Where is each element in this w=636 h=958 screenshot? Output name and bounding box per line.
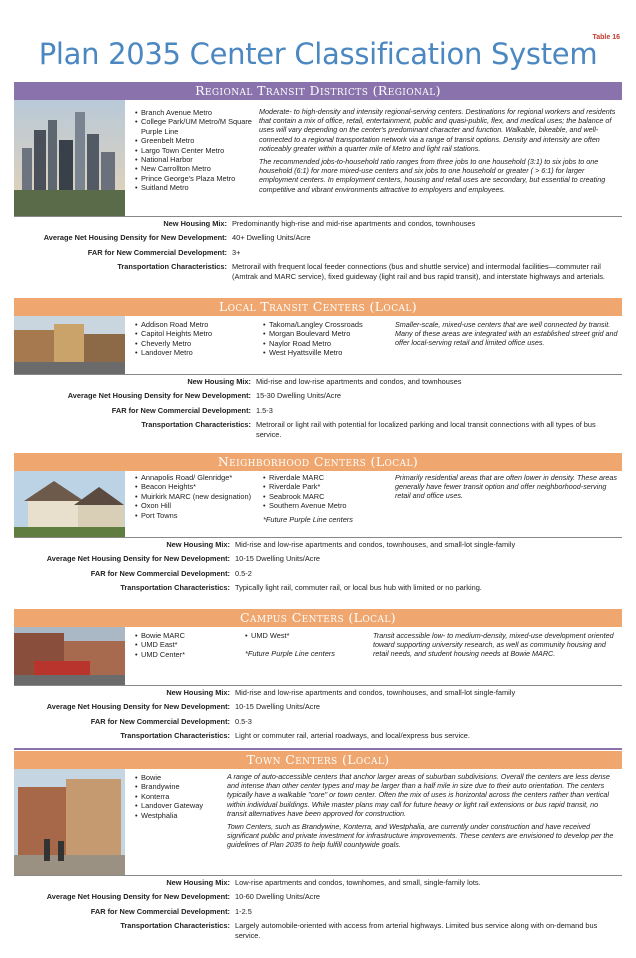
list-item: • Cheverly Metro	[135, 339, 263, 348]
density-value: 10-60 Dwelling Units/Acre	[235, 892, 321, 902]
density-value: 40+ Dwelling Units/Acre	[232, 233, 311, 243]
description: Moderate- to high-density and intensity regional-serving centers. Destinations for regional workers and residents that contain a mix of office, retail, entertainment, public and quasi-public, flex, and medical uses; the balance of uses will vary depending on the center's predominant character and function. Walkable, bikeable, and well-connected to a regional transportation network via a range of transit options. Density and intensity are often noticeably greater within a quarter mile of Metro and light rail stations.	[259, 107, 616, 153]
footnote: *Future Purple Line centers	[245, 649, 335, 659]
campus-street-photo	[14, 627, 125, 685]
transport-value: Largely automobile-oriented with access from arterial highways. Limited bus service along with on-demand bus service.	[235, 921, 598, 940]
density-label: Average Net Housing Density for New Development:	[46, 892, 230, 902]
section-divider	[14, 748, 622, 750]
far-value: 0.5-2	[235, 568, 252, 578]
density-label: Average Net Housing Density for New Development:	[46, 702, 230, 712]
list-item: • Branch Avenue Metro	[135, 108, 253, 117]
section-local-transit	[14, 298, 622, 444]
list-item: • Beacon Heights*	[135, 482, 263, 491]
list-item: • Port Towns	[135, 511, 263, 520]
section-regional	[14, 82, 622, 286]
housing-mix-label: New Housing Mix:	[166, 688, 230, 697]
list-item: • Suitland Metro	[135, 183, 253, 192]
density-label: Average Net Housing Density for New Development:	[46, 554, 230, 564]
far-label: FAR for New Commercial Development:	[87, 247, 227, 257]
list-item: • Muirkirk MARC (new designation)	[135, 492, 263, 501]
list-item: • UMD East*	[135, 640, 245, 649]
far-value: 1-2.5	[235, 906, 252, 916]
transport-label: Transportation Characteristics:	[141, 420, 251, 430]
transport-value: Metrorail with frequent local feeder connections (bus and shuttle service) and intermodal facilities—commuter rail (Amtrak and MARC service), fixed guideway (light rail and bus rapid transit), and interstate highways and arterials.	[232, 262, 605, 281]
list-item: • Riverdale MARC	[263, 473, 395, 482]
list-item: • National Harbor	[135, 155, 253, 164]
density-value: 15-30 Dwelling Units/Acre	[256, 391, 342, 401]
section-campus	[14, 609, 622, 746]
list-item: • Takoma/Langley Crossroads	[263, 320, 395, 329]
transport-label: Transportation Characteristics:	[120, 731, 230, 741]
list-item: • Riverdale Park*	[263, 482, 395, 491]
list-item: • Greenbelt Metro	[135, 136, 253, 145]
housing-mix-value: Predominantly high-rise and mid-rise apartments and condos, townhouses	[232, 219, 476, 228]
list-item: • Bowie MARC	[135, 631, 245, 640]
description: Town Centers, such as Brandywine, Konterra, and Westphalia, are currently under construction and have received significant public and private investment for infrastructure improvements. These centers are envisioned to develop per the guidelines of Plan 2035 to help fulfill countywide goals.	[227, 822, 614, 850]
transport-label: Transportation Characteristics:	[117, 262, 227, 272]
density-label: Average Net Housing Density for New Development:	[43, 233, 227, 243]
density-value: 10-15 Dwelling Units/Acre	[235, 702, 321, 712]
list-item: • Largo Town Center Metro	[135, 146, 253, 155]
description: A range of auto-accessible centers that anchor larger areas of suburban subdivisions. Overall the centers are less dense and intense than other center types and may be larger than a half mile in size due to their auto orientation. The centers typically have a walkable "core" or town center. Often the mix of uses is horizontal across the centers rather than vertical within individual buildings. While master plans may call for future heavy or light rail extensions or bus rapid transit, no transit alternatives have been approved for construction.	[227, 772, 610, 818]
description: Primarily residential areas that are often lower in density. These areas generally have fewer transit option and offer neighborhood-serving retail and office uses.	[395, 473, 617, 501]
transport-value: Metrorail or light rail with potential for localized parking and local transit connections with all types of bus service.	[256, 420, 596, 439]
town-center-photo	[14, 769, 125, 875]
housing-mix-label: New Housing Mix:	[166, 540, 230, 549]
description: The recommended jobs-to-household ratio ranges from three jobs to one household (3:1) to six jobs to one household (6:1) for more mixed-use centers and six jobs to one household or greater ( > 6:1) for larger employment centers. In employment centers, housing and retail uses are secondary, but essential to creating competitive and vibrant environments attractive to employers and employees.	[259, 157, 606, 194]
table-number: Table 16	[592, 34, 620, 41]
houses-photo	[14, 471, 125, 537]
section-heading: Campus Centers (Local)	[14, 609, 622, 627]
transport-value: Light or commuter rail, arterial roadways, and local/express bus service.	[235, 731, 470, 741]
page-title: Plan 2035 Center Classification System	[38, 37, 598, 71]
housing-mix-label: New Housing Mix:	[163, 219, 227, 228]
section-heading: Regional Transit Districts (Regional)	[14, 82, 622, 100]
housing-mix-value: Mid-rise and low-rise apartments and condos, and townhouses	[256, 377, 462, 386]
list-item: • Landover Metro	[135, 348, 263, 357]
list-item: • Landover Gateway	[135, 801, 223, 810]
transport-label: Transportation Characteristics:	[120, 921, 230, 931]
density-value: 10-15 Dwelling Units/Acre	[235, 554, 321, 564]
far-value: 1.5-3	[256, 405, 273, 415]
far-label: FAR for New Commercial Development:	[90, 568, 230, 578]
description: Smaller-scale, mixed-use centers that are well connected by transit. Many of these areas are integrated with an established street grid and offer local-serving retail and limited office uses.	[395, 320, 618, 348]
list-item: • Bowie	[135, 773, 223, 782]
far-value: 3+	[232, 247, 241, 257]
list-item: • Morgan Boulevard Metro	[263, 329, 395, 338]
list-item: • UMD West*	[245, 631, 373, 640]
transport-value: Typically light rail, commuter rail, or local bus hub with limited or no parking.	[235, 583, 482, 593]
section-neighborhood	[14, 453, 622, 598]
transport-label: Transportation Characteristics:	[120, 583, 230, 593]
list-item: • Brandywine	[135, 782, 223, 791]
description: Transit accessible low- to medium-density, mixed-use development oriented toward supporting university research, as well as community housing and retail needs, and student housing needs at Bowie MARC.	[373, 631, 614, 659]
far-label: FAR for New Commercial Development:	[90, 716, 230, 726]
density-label: Average Net Housing Density for New Development:	[67, 391, 251, 401]
list-item: • Westphalia	[135, 811, 223, 820]
list-item: • UMD Center*	[135, 650, 245, 659]
section-heading: Local Transit Centers (Local)	[14, 298, 622, 316]
far-label: FAR for New Commercial Development:	[111, 405, 251, 415]
housing-mix-value: Mid-rise and low-rise apartments and condos, townhouses, and small-lot single-family	[235, 540, 516, 549]
list-item: • Addison Road Metro	[135, 320, 263, 329]
section-heading: Town Centers (Local)	[14, 751, 622, 769]
housing-mix-label: New Housing Mix:	[187, 377, 251, 386]
list-item: • Oxon Hill	[135, 501, 263, 510]
housing-mix-label: New Housing Mix:	[166, 878, 230, 887]
street-photo	[14, 316, 125, 374]
section-town	[14, 751, 622, 945]
footnote: *Future Purple Line centers	[263, 514, 353, 524]
housing-mix-value: Mid-rise and low-rise apartments and condos, townhouses, and small-lot single-family	[235, 688, 516, 697]
housing-mix-value: Low-rise apartments and condos, townhomes, and small, single-family lots.	[235, 878, 481, 887]
list-item: • Prince George's Plaza Metro	[135, 174, 253, 183]
far-value: 0.5-3	[235, 716, 252, 726]
list-item: • Capitol Heights Metro	[135, 329, 263, 338]
list-item: • Konterra	[135, 792, 223, 801]
list-item: • Seabrook MARC	[263, 492, 395, 501]
list-item: • College Park/UM Metro/M Square Purple Line	[135, 117, 253, 136]
list-item: • Annapolis Road/ Glenridge*	[135, 473, 263, 482]
far-label: FAR for New Commercial Development:	[90, 906, 230, 916]
list-item: • Naylor Road Metro	[263, 339, 395, 348]
list-item: • West Hyattsville Metro	[263, 348, 395, 357]
city-skyline-photo	[14, 100, 125, 216]
list-item: • New Carrollton Metro	[135, 164, 253, 173]
list-item: • Southern Avenue Metro	[263, 501, 395, 510]
section-heading: Neighborhood Centers (Local)	[14, 453, 622, 471]
